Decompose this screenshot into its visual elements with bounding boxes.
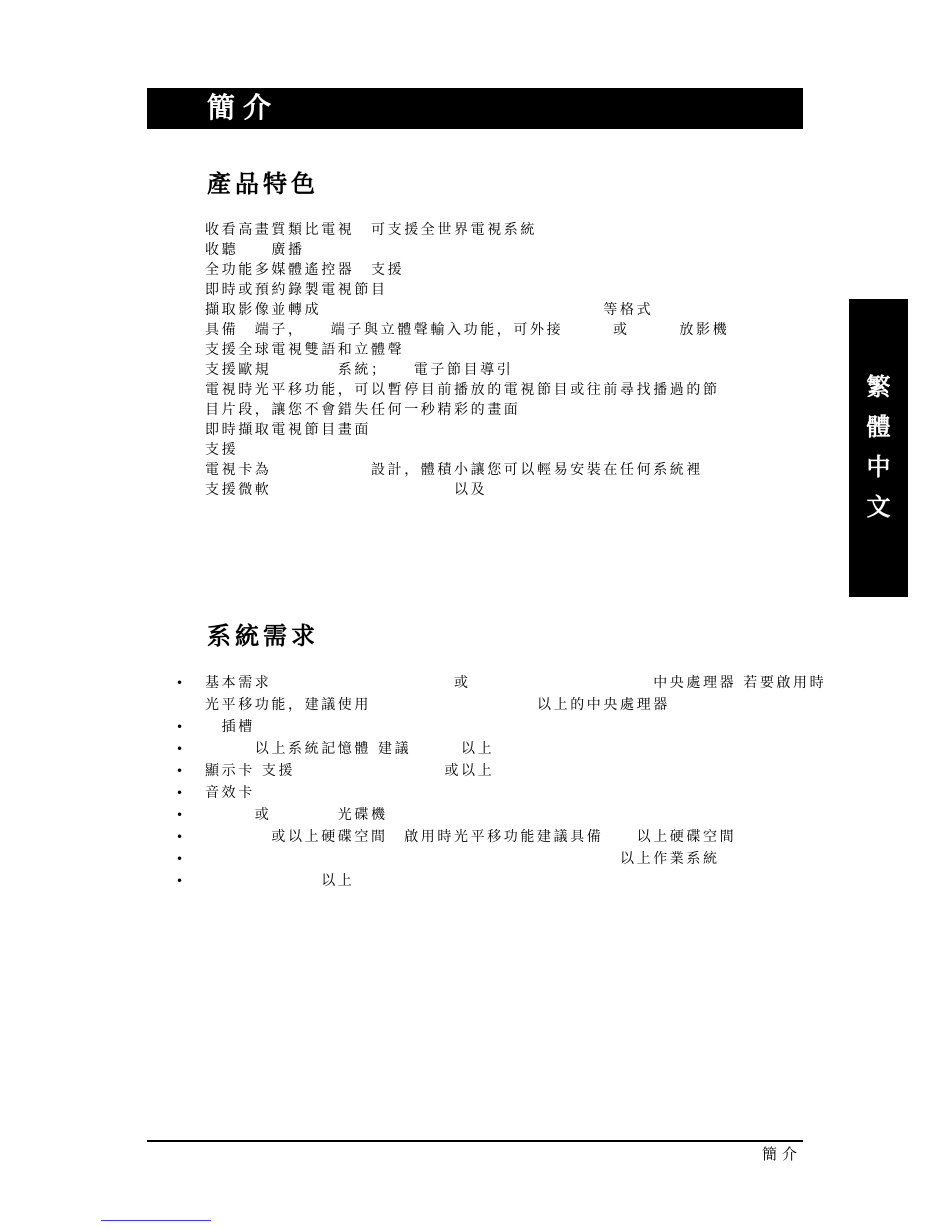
footer-section-label: 簡介 bbox=[762, 1145, 803, 1163]
bullet-icon: • bbox=[176, 808, 186, 822]
feature-item: 收看高畫質類比電視 可支援全世界電視系統 bbox=[205, 222, 537, 238]
requirement-item bbox=[176, 672, 827, 716]
bullet-icon: • bbox=[176, 742, 186, 756]
requirement-item bbox=[176, 738, 826, 760]
requirement-item bbox=[176, 826, 826, 848]
requirement-item bbox=[176, 716, 826, 738]
feature-item: 全功能多媒體遙控器 支援 bbox=[205, 262, 405, 278]
feature-item: 收聽 廣播 bbox=[205, 242, 305, 258]
requirement-line: 光平移功能，建議使用 以上的中央處理器 bbox=[205, 697, 670, 713]
bullet-icon: • bbox=[176, 764, 186, 778]
feature-item: 擷取影像並轉成 等格式 bbox=[205, 302, 654, 318]
bullet-icon: • bbox=[176, 874, 186, 888]
side-tab-char: 繁 bbox=[866, 372, 891, 401]
header-bar bbox=[147, 88, 803, 129]
requirement-line: 插槽 bbox=[205, 719, 255, 735]
feature-item: 具備 端子， 端子與立體聲輸入功能，可外接 或 放影機 bbox=[205, 322, 730, 338]
features-list bbox=[205, 220, 729, 500]
feature-item: 即時擷取電視節目畫面 bbox=[205, 422, 371, 438]
requirement-line: 音效卡 bbox=[205, 785, 255, 801]
side-tab-char: 體 bbox=[866, 412, 891, 441]
requirements-heading: 系統需求 bbox=[207, 621, 319, 650]
requirement-line: 以上 bbox=[205, 873, 355, 889]
requirement-item bbox=[176, 848, 826, 870]
side-tab-char: 文 bbox=[866, 492, 891, 521]
feature-item: 支援微軟 以及 bbox=[205, 482, 488, 498]
feature-item: 支援 bbox=[205, 442, 239, 458]
bottom-link-underline bbox=[101, 1220, 211, 1221]
feature-item: 即時或預約錄製電視節目 bbox=[205, 282, 388, 298]
page-title: 簡介 bbox=[207, 91, 280, 124]
side-tab-char: 中 bbox=[866, 452, 891, 481]
requirement-line: 或以上硬碟空間 啟用時光平移功能建議具備 以上硬碟空間 bbox=[205, 829, 737, 845]
feature-item: 支援歐規 系統； 電子節目導引 bbox=[205, 362, 514, 378]
requirement-item bbox=[176, 782, 826, 804]
requirement-item bbox=[176, 870, 826, 892]
requirements-list bbox=[176, 672, 827, 892]
requirement-item bbox=[176, 804, 826, 826]
features-heading: 產品特色 bbox=[207, 169, 319, 198]
bullet-icon: • bbox=[176, 786, 186, 800]
requirement-line: 以上系統記憶體 建議 以上 bbox=[205, 741, 495, 757]
feature-item: 支援全球電視雙語和立體聲 bbox=[205, 342, 405, 358]
requirement-line: 以上作業系統 bbox=[205, 851, 720, 867]
feature-item: 電視時光平移功能，可以暫停目前播放的電視節目或往前尋找播過的節 bbox=[205, 382, 720, 398]
bullet-icon: • bbox=[176, 720, 186, 734]
feature-item: 目片段，讓您不會錯失任何一秒精彩的畫面 bbox=[205, 402, 521, 418]
language-side-tab bbox=[849, 299, 908, 597]
feature-item: 電視卡為 設計，體積小讓您可以輕易安裝在任何系統裡 bbox=[205, 462, 703, 478]
requirement-line: 顯示卡 支援 或以上 bbox=[205, 763, 495, 779]
bullet-icon: • bbox=[176, 830, 186, 844]
bullet-icon: • bbox=[176, 676, 186, 690]
footer-divider bbox=[147, 1140, 803, 1142]
requirement-line: 基本需求 或 中央處理器 若要啟用時 bbox=[205, 675, 827, 691]
requirement-item bbox=[176, 760, 826, 782]
bullet-icon: • bbox=[176, 852, 186, 866]
requirement-line: 或 光碟機 bbox=[205, 807, 388, 823]
